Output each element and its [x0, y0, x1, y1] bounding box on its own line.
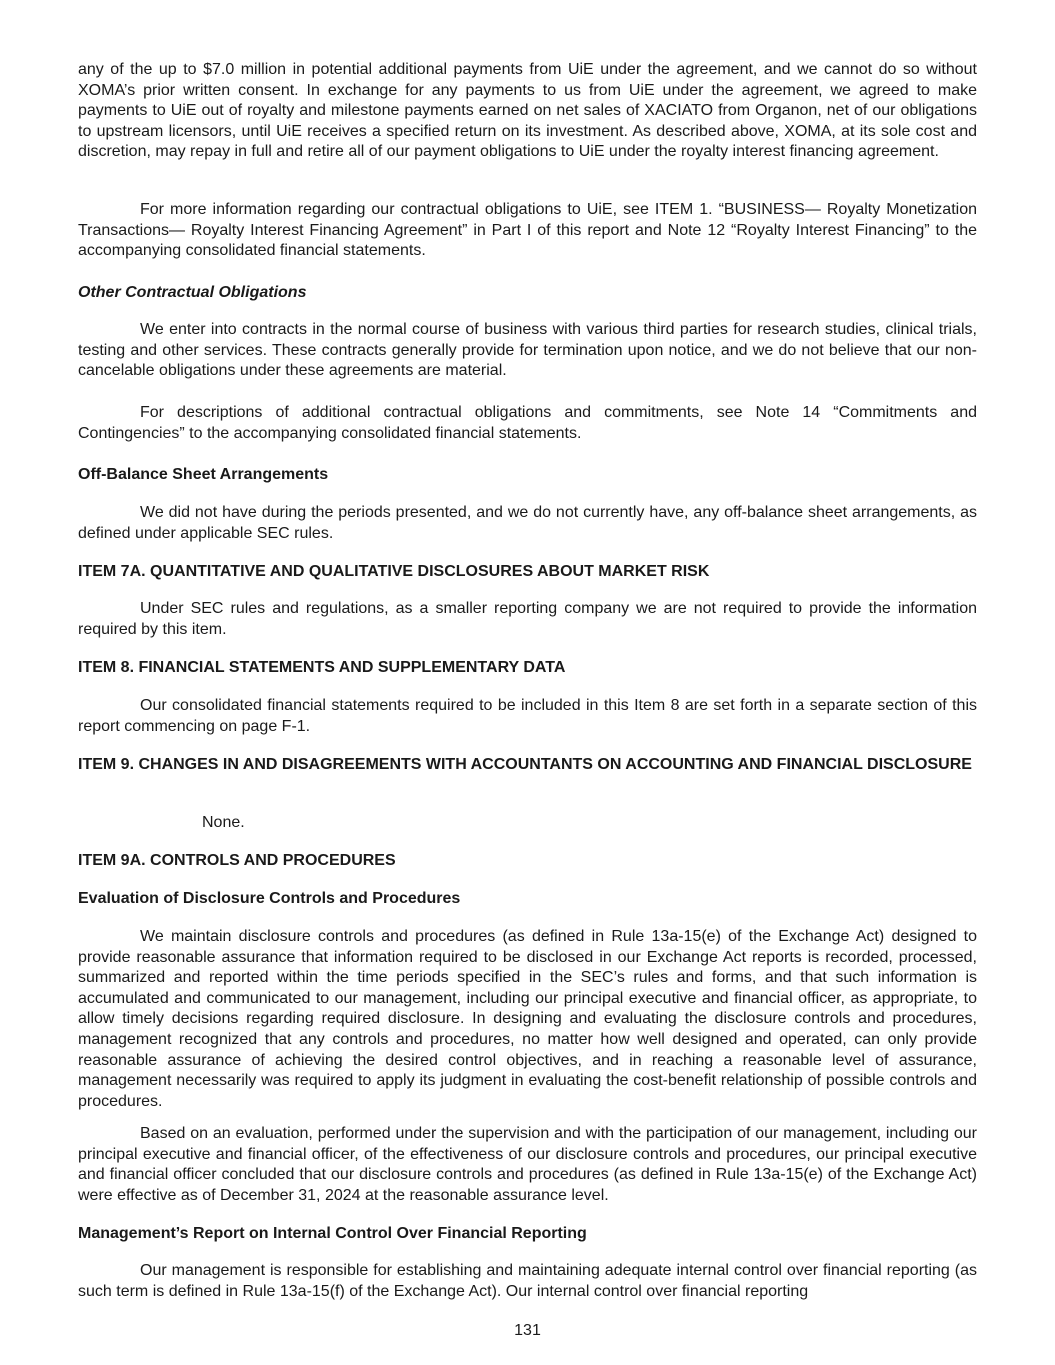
paragraph-financial-statements: Our consolidated financial statements required to be included in this Item 8 are set forth in a separate section of this report commencing on page F-1.: [78, 697, 977, 735]
heading-item-8: ITEM 8. FINANCIAL STATEMENTS AND SUPPLEMENTARY DATA: [78, 659, 566, 676]
paragraph-internal-control: Our management is responsible for establishing and maintaining adequate internal control over financial reporting (as such term is defined in Rule 13a-15(f) of the Exchange Act). Our internal control over financial reporting: [78, 1262, 977, 1300]
paragraph-uie-payments: any of the up to $7.0 million in potential additional payments from UiE under the agreement, and we cannot do so without XOMA’s prior written consent. In exchange for any payments to us from UiE under the agreement, we agreed to make payments to UiE out of royalty and milestone payments earned on net sales of XACIATO from Organon, net of our obligations to upstream licensors, until UiE receives a specified return on its investment. As described above, XOMA, at its sole cost and discretion, may repay in full and retire all of our payment obligations to UiE under the royalty interest financing agreement.: [78, 61, 977, 161]
heading-item-9: ITEM 9. CHANGES IN AND DISAGREEMENTS WITH ACCOUNTANTS ON ACCOUNTING AND FINANCIAL DISCLOSURE: [78, 756, 972, 773]
paragraph-none: None.: [202, 814, 245, 831]
paragraph-contracts: We enter into contracts in the normal course of business with various third parties for research studies, clinical trials, testing and other services. These contracts generally provide for termination upon notice, and we do not believe that our non-cancelable obligations under these agreements are material.: [78, 321, 977, 380]
heading-management-report: Management’s Report on Internal Control Over Financial Reporting: [78, 1225, 587, 1242]
heading-item-9a: ITEM 9A. CONTROLS AND PROCEDURES: [78, 852, 396, 869]
heading-item-7a: ITEM 7A. QUANTITATIVE AND QUALITATIVE DISCLOSURES ABOUT MARKET RISK: [78, 563, 710, 580]
heading-evaluation: Evaluation of Disclosure Controls and Procedures: [78, 890, 461, 907]
paragraph-off-balance-sheet: We did not have during the periods presented, and we do not currently have, any off-balance sheet arrangements, as defined under applicable SEC rules.: [78, 504, 977, 542]
heading-other-contractual-obligations: Other Contractual Obligations: [78, 284, 307, 301]
paragraph-market-risk: Under SEC rules and regulations, as a smaller reporting company we are not required to provide the information required by this item.: [78, 600, 977, 638]
heading-off-balance-sheet: Off-Balance Sheet Arrangements: [78, 466, 329, 483]
paragraph-commitments: For descriptions of additional contractual obligations and commitments, see Note 14 “Commitments and Contingencies” to the accompanying consolidated financial statements.: [78, 404, 977, 442]
page-number: 131: [514, 1322, 541, 1339]
paragraph-disclosure-controls: We maintain disclosure controls and procedures (as defined in Rule 13a-15(e) of the Exchange Act) designed to provide reasonable assurance that information required to be disclosed in our Exchange Act reports is recorded, processed, summarized and reported within the time periods specified in the SEC’s rules and forms, and that such information is accumulated and communicated to our management, including our principal executive and financial officer, as appropriate, to allow timely decisions regarding required disclosure. In designing and evaluating the disclosure controls and procedures, management recognized that any controls and procedures, no matter how well designed and operated, can only provide reasonable assurance of achieving the desired control objectives, and in reaching a reasonable level of assurance, management necessarily was required to apply its judgment in evaluating the cost-benefit relationship of possible controls and procedures.: [78, 928, 977, 1110]
paragraph-uie-reference: For more information regarding our contractual obligations to UiE, see ITEM 1. “BUSINESS— Royalty Monetization Transactions— Royalty Interest Financing Agreement” in Part I of this report and Note 12 “Royalty Interest Financing” to the accompanying consolidated financial statements.: [78, 201, 977, 260]
paragraph-evaluation-conclusion: Based on an evaluation, performed under the supervision and with the participation of our management, including our principal executive and financial officer, of the effectiveness of our disclosure controls and procedures, our principal executive and financial officer concluded that our disclosure controls and procedures (as defined in Rule 13a-15(e) of the Exchange Act) were effective as of December 31, 2024 at the reasonable assurance level.: [78, 1125, 977, 1204]
